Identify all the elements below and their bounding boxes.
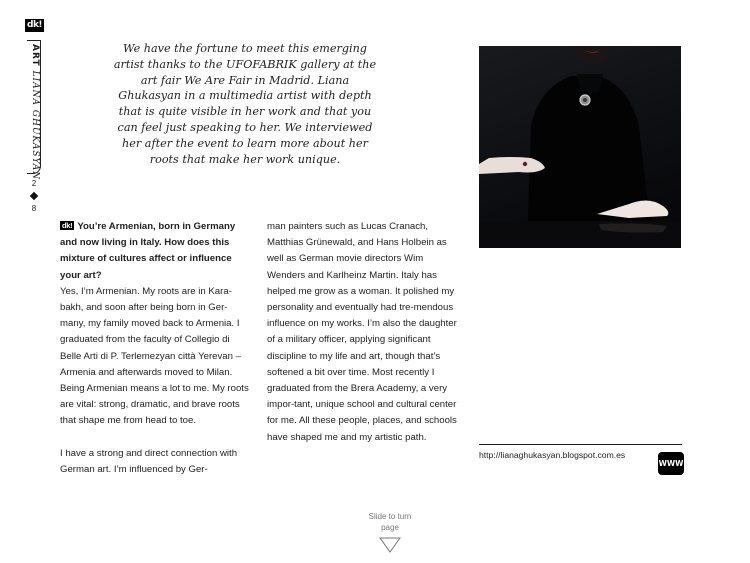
artist-blog-link[interactable]: http://lianaghukasyan.blogspot.com.es [479,450,626,460]
answer-paragraph-1: Yes, I’m Armenian. My roots are in Kara-bakh, and soon after being born in Ger-many, my family moved back to Armenia. I graduated from the faculty of Collegio di Belle Arti di P. Terlemezyan città Yerevan – Armenia and afterwards moved to Milan. Being Armenian means a lot to me. My roots are vital: strong, dramatic, and brave roots that shape me from head to toe. [60,285,249,427]
diamond-separator-icon [30,192,38,200]
page-number-first-digit: 2 [31,179,37,188]
interview-question [60,219,250,284]
magazine-logo: dk! [27,20,43,30]
www-badge-icon[interactable]: WWW [658,452,684,475]
answer-paragraph-2: I have a strong and direct connection with German art. I’m influenced by Ger- [60,447,238,475]
slide-to-turn-line2: page [381,523,399,532]
answer-paragraph-3: man painters such as Lucas Cranach, Matthias Grünewald, and Hans Holbein as well as German movie directors Wim Wenders and Karlheinz Martin. Italy has helped me grow as a woman. It polished my personality and eventually had tre-mendous influence on my works. I’m also the daughter of a military officer, applying significant discipline to my life and art, though that’s softened a bit over time. Most recently I graduated from the Brera Academy, a very impor-tant, unique school and cultural center for me. All these people, places, and schools have shaped me and my artistic path. [267,221,457,443]
slide-to-turn-label [355,511,425,533]
section-label: ART [30,44,40,67]
section-title-vertical [29,44,40,180]
link-divider [479,444,682,445]
page-number-second-digit: 8 [31,204,37,213]
slide-to-turn-line1: Slide to turn [368,512,412,521]
intro-paragraph: We have the fortune to meet this emerging artist thanks to the UFOFABRIK gallery at the art fair We Are Fair in Madrid. Liana Ghukasyan in a multimedia artist with depth that is quite visible in her work and that you can feel just speaking to her. We interviewed her after the event to learn more about her roots that make her work unique. [113,42,377,166]
artist-name-label: LIANA GHUKASYAN [30,70,40,181]
interview-column-left [60,219,250,478]
interview-column-right [267,219,457,446]
artist-portrait-photo [479,46,681,248]
question-badge: dk! [62,221,73,230]
question-text: You’re Armenian, born in Germany and now living in Italy. How does this mixture of cultures affect or influence your art? [60,221,236,281]
triangle-down-outline-icon[interactable] [379,537,401,553]
